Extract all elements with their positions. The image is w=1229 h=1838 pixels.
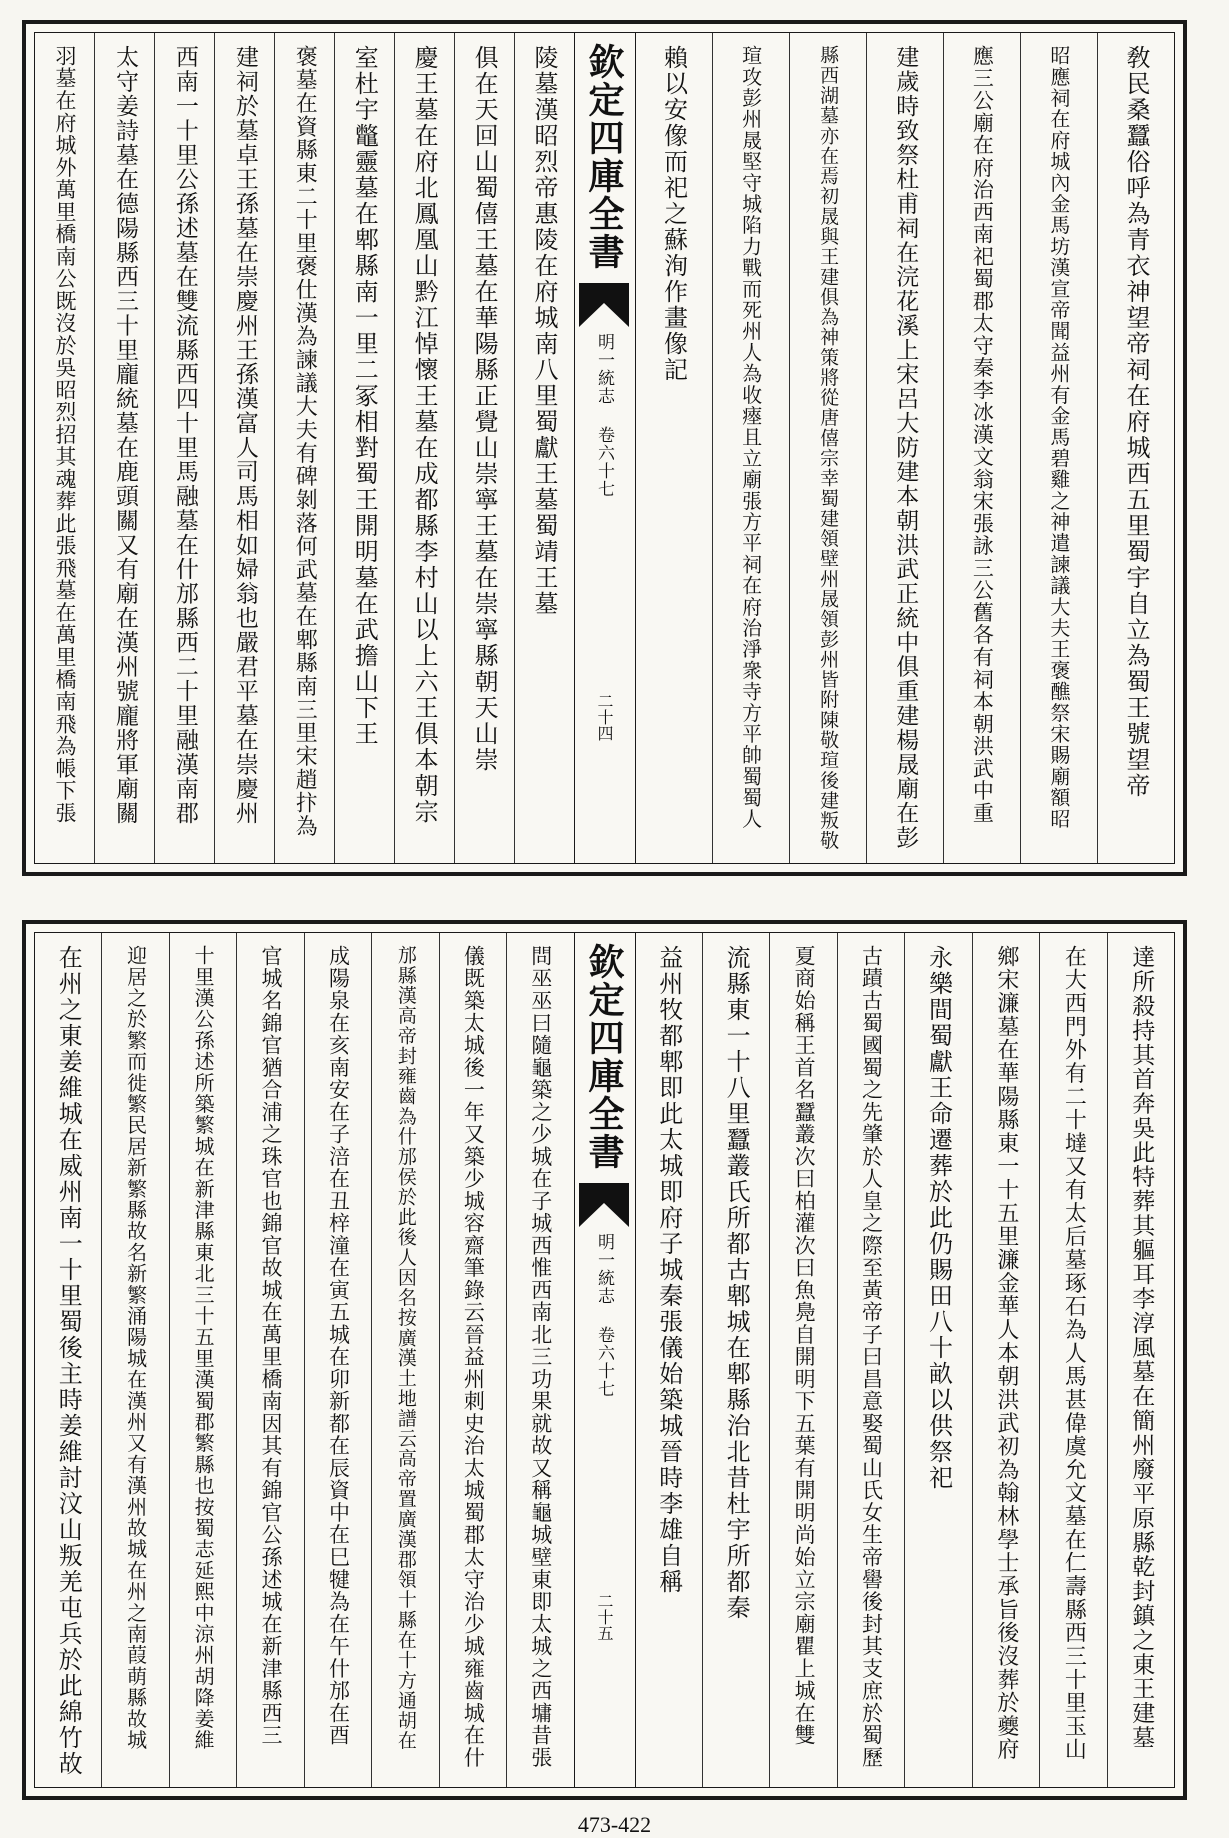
text-column (35, 33, 94, 863)
text-column (769, 933, 836, 1787)
column-text: 羽墓在府城外萬里橋南公既沒於吳昭烈招其魂葬此張飛墓在萬里橋南飛為帳下張 (53, 45, 78, 825)
page-bottom-columns (35, 933, 1174, 1787)
column-text: 陵墓漢昭烈帝惠陵在府城南八里蜀獻王墓蜀靖王墓 (530, 45, 559, 617)
folio-number: 二十四 (595, 693, 614, 741)
text-column (1097, 33, 1174, 863)
column-text: 成陽泉在亥南安在子涪在丑梓潼在寅五城在卯新都在辰資中在巳犍為在午什邡在酉 (326, 945, 351, 1747)
column-text: 問巫巫曰隨龜築之少城在子城西惟西南北三功果就故又稱龜城壁東即太城之西墉昔張 (528, 945, 553, 1769)
column-text: 賴以安像而祀之蘇洵作畫像記 (659, 45, 688, 383)
text-column (712, 33, 789, 863)
column-text: 古蹟古蜀國蜀之先肇於人皇之際至黃帝子曰昌意娶蜀山氏女生帝嚳後封其支庶於蜀歷 (859, 945, 884, 1769)
column-text: 慶王墓在府北鳳凰山黔江悼懷王墓在成都縣李村山以上六王俱本朝宗 (410, 45, 439, 825)
text-column (506, 933, 573, 1787)
column-text: 建祠於墓卓王孫墓在崇慶州王孫漢富人司馬相如婦翁也嚴君平墓在崇慶州 (231, 45, 258, 826)
top-left-half (35, 33, 574, 863)
text-column (866, 33, 943, 863)
column-text: 在大西門外有二十墶又有太后墓琢石為人馬甚偉虞允文墓在仁壽縣西三十里玉山 (1061, 945, 1087, 1762)
book-title: 欽定四庫全書 (583, 43, 625, 271)
center-fold (574, 33, 636, 863)
page-bottom-frame (34, 932, 1175, 1788)
center-fold (574, 933, 636, 1787)
volume-label: 明一統志 卷六十七 (594, 1233, 614, 1398)
page-top (22, 20, 1187, 876)
column-text: 敎民桑蠶俗呼為青衣神望帝祠在府城西五里蜀宇自立為蜀王號望帝 (1121, 45, 1150, 799)
text-column (154, 33, 214, 863)
column-text: 室杜宇鼈靈墓在郫縣南一里二冢相對蜀王開明墓在武擔山下王 (350, 45, 379, 747)
column-text: 建歲時致祭杜甫祠在浣花溪上宋呂大防建本朝洪武正統中俱重建楊晟廟在彭 (892, 45, 919, 850)
text-column (169, 933, 236, 1787)
volume-label: 明一統志 卷六十七 (594, 333, 614, 498)
text-column (439, 933, 506, 1787)
column-text: 達所殺持其首奔吳此特葬其軀耳李淳風墓在簡州廢平原縣乾封鎮之東王建墓 (1128, 945, 1155, 1750)
column-text: 太守姜詩墓在德陽縣西三十里龐統墓在鹿頭關又有廟在漢州號龐將軍廟關 (111, 45, 138, 826)
text-column (334, 33, 394, 863)
text-column (1020, 33, 1097, 863)
text-column (904, 933, 971, 1787)
column-text: 鄉宋濂墓在華陽縣東一十五里濂金華人本朝洪武初為翰林學士承旨後沒葬於夔府 (993, 945, 1019, 1762)
column-text: 夏商始稱王首名蠶叢次曰柏灌次曰魚鳧自開明下五葉有開明尚始立宗廟瞿上城在雙 (792, 945, 817, 1747)
text-column (35, 933, 101, 1787)
column-text: 迎居之於繁而徙繁民居新繁縣故名新繁涌陽城在漢州又有漢州故城在州之南葭萌縣故城 (123, 945, 148, 1751)
folio-number: 二十五 (595, 1593, 614, 1641)
fishtail-mark (579, 1183, 629, 1227)
page-top-frame (34, 32, 1175, 864)
column-text: 褒墓在資縣東二十里褒仕漢為諫議大夫有碑剝落何武墓在郫縣南三里宋趙抃為 (292, 45, 318, 838)
text-column (635, 33, 711, 863)
text-column (274, 33, 334, 863)
column-text: 邡縣漢高帝封雍齒為什邡侯於此後人因名按廣漢土地譜云高帝置廣漢郡領十縣在十方通胡在 (394, 945, 417, 1751)
page-bottom (22, 920, 1187, 1800)
text-column (94, 33, 154, 863)
bottom-right-half (636, 933, 1175, 1787)
column-text: 西南一十里公孫述墓在雙流縣西四十里馬融墓在什邡縣西二十里融漢南郡 (171, 45, 198, 826)
text-column (789, 33, 866, 863)
page-number: 473-422 (577, 1812, 652, 1837)
text-column (304, 933, 371, 1787)
column-text: 瑄攻彭州晟堅守城陷力戰而死州人為收瘞且立廟張方平祠在府治淨衆寺方平帥蜀蜀人 (738, 45, 763, 830)
text-column (943, 33, 1020, 863)
text-column (972, 933, 1039, 1787)
column-text: 益州牧都郫即此太城即府子城秦張儀始築城晉時李雄自稱 (654, 945, 683, 1595)
column-text: 應三公廟在府治西南祀蜀郡太守秦李冰漢文翁宋張詠三公舊各有祠本朝洪武中重 (970, 45, 995, 825)
text-column (636, 933, 702, 1787)
text-column (1039, 933, 1106, 1787)
column-text: 俱在天回山蜀僖王墓在華陽縣正覺山崇寧王墓在崇寧縣朝天山崇 (470, 45, 499, 773)
page-top-columns (35, 33, 1174, 863)
fishtail-mark (579, 283, 629, 327)
column-text: 昭應祠在府城內金馬坊漢宣帝聞益州有金馬碧雞之神遣諫議大夫王褒醮祭宋賜廟額昭 (1046, 45, 1071, 830)
column-text: 流縣東一十八里蠶叢氏所都古郫城在郫縣治北昔杜宇所都秦 (722, 945, 751, 1621)
column-text: 儀既築太城後一年又築少城容齋筆錄云晉益州刺史治太城蜀郡太守治少城雍齒城在什 (461, 945, 486, 1769)
book-title: 欽定四庫全書 (583, 943, 625, 1171)
text-column (1107, 933, 1174, 1787)
text-column (837, 933, 904, 1787)
text-column (454, 33, 514, 863)
column-text: 在州之東姜維城在威州南一十里蜀後主時姜維討汶山叛羌屯兵於此綿竹故 (54, 945, 83, 1777)
column-text: 官城名錦官猶合浦之珠官也錦官故城在萬里橋南因其有錦官公孫述城在新津縣西三 (259, 945, 284, 1747)
bottom-left-half (35, 933, 574, 1787)
text-column (101, 933, 168, 1787)
column-text: 縣西湖墓亦在焉初晟與王建俱為神策將從唐僖宗幸蜀建領壁州晟領彭州皆附陳敬瑄後建叛敬 (817, 45, 840, 851)
text-column (702, 933, 769, 1787)
text-column (236, 933, 303, 1787)
text-column (394, 33, 454, 863)
column-text: 十里漢公孫述所築繁城在新津縣東北三十五里漢蜀郡繁縣也按蜀志延熙中涼州胡降姜維 (191, 945, 216, 1751)
column-text: 永樂間蜀獻王命遷葬於此仍賜田八十畝以供祭祀 (924, 945, 953, 1491)
text-column (214, 33, 274, 863)
text-column (514, 33, 574, 863)
top-right-half (636, 33, 1175, 863)
text-column (371, 933, 438, 1787)
